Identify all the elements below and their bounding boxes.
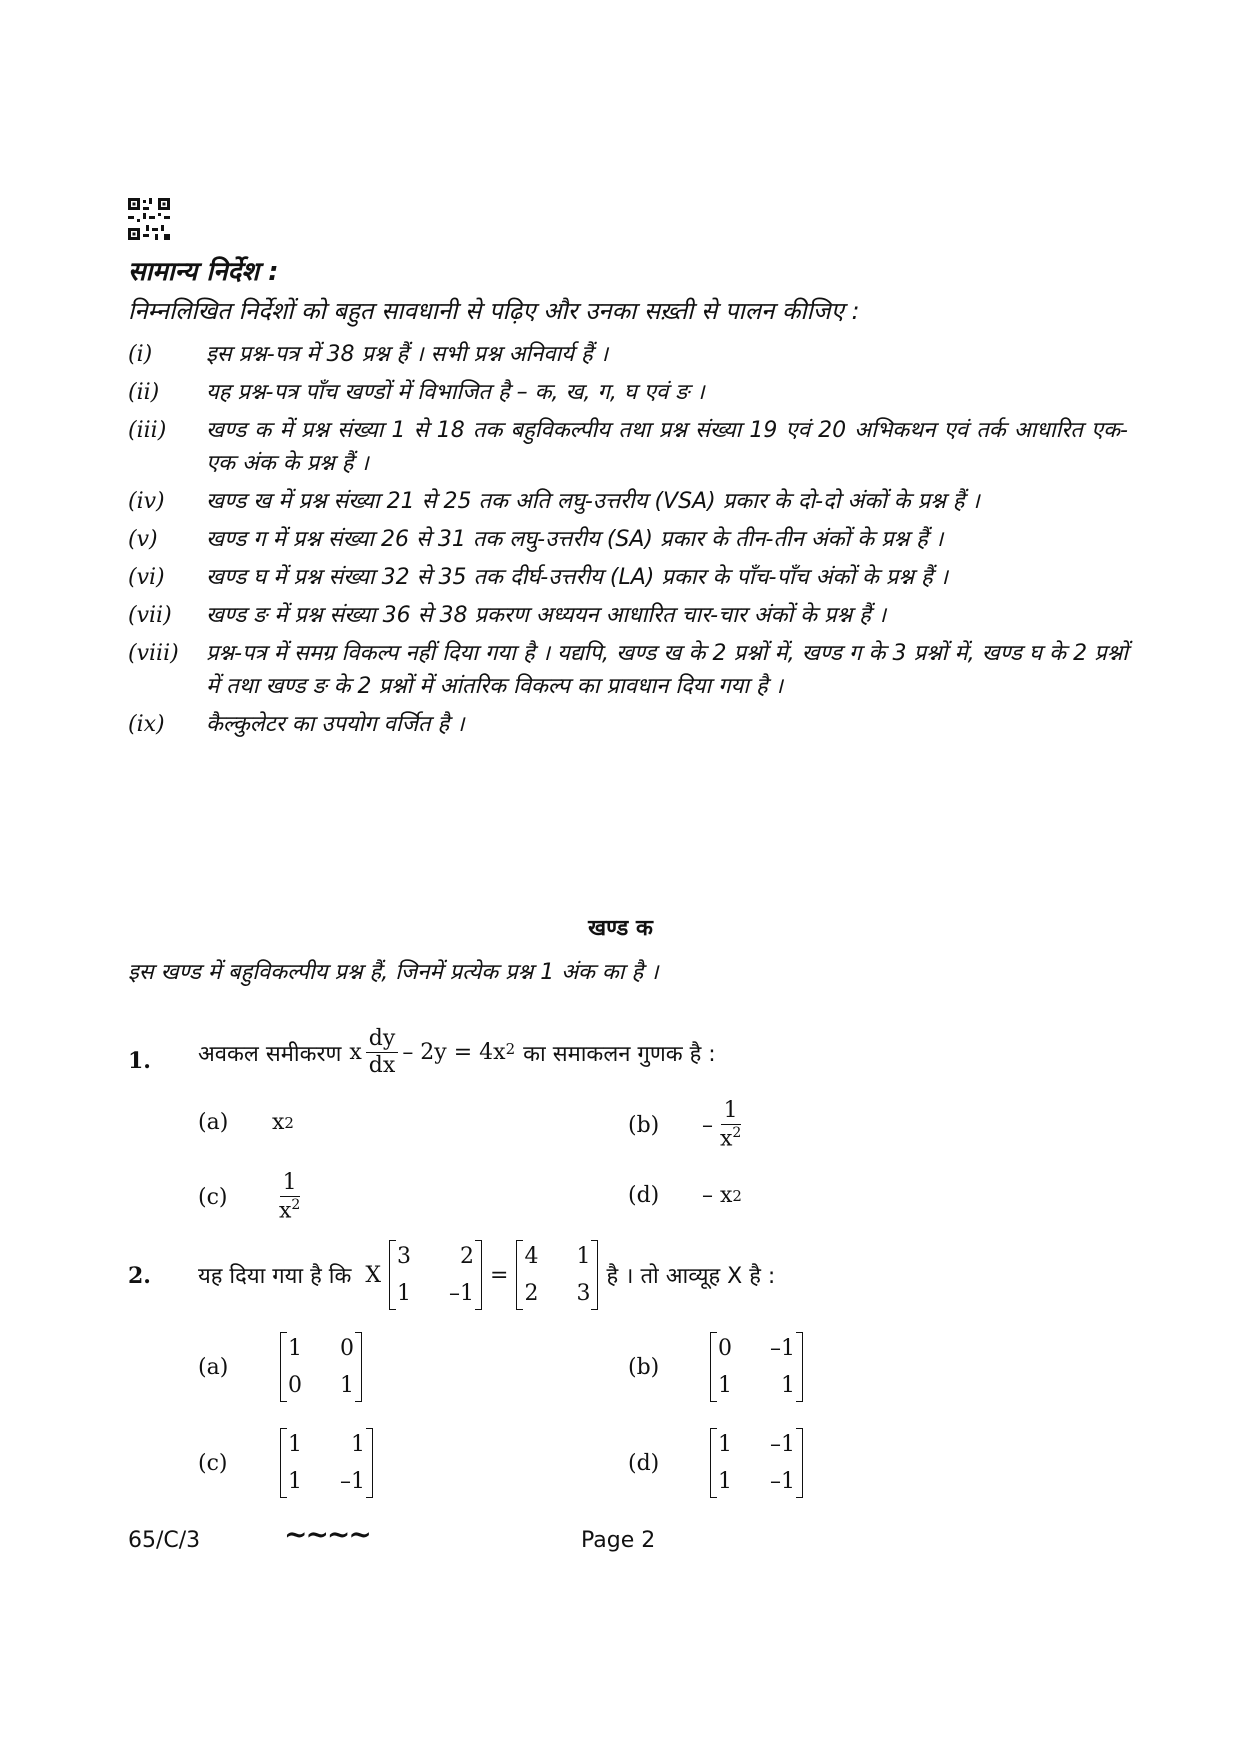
- matrix-cell: 3: [576, 1281, 591, 1306]
- list-item: [128, 708, 1128, 741]
- item-number: (iii): [128, 418, 167, 443]
- option-label: (b): [628, 1113, 660, 1139]
- q1-rest: – 2y = 4x: [402, 1040, 506, 1066]
- q1-sup: 2: [505, 1040, 516, 1058]
- matrix-cell: –1: [770, 1469, 795, 1494]
- matrix-cell: 1: [340, 1373, 354, 1398]
- item-number: (viii): [128, 641, 179, 666]
- page-number: Page 2: [581, 1528, 656, 1553]
- option-label: (b): [628, 1354, 660, 1380]
- matrix-cell: –1: [449, 1281, 475, 1306]
- matrix-cell: –1: [770, 1336, 795, 1361]
- item-number: (v): [128, 527, 158, 552]
- matrix-cell: –1: [340, 1469, 365, 1494]
- q1-option-b: [628, 1098, 748, 1153]
- option-label: (d): [628, 1183, 660, 1208]
- matrix-cell: 1: [288, 1469, 302, 1494]
- option-c-den-base: x: [279, 1198, 292, 1224]
- matrix-cell: 2: [524, 1281, 539, 1306]
- q1-option-c: [198, 1170, 307, 1225]
- wave-decoration: ~~~~: [284, 1518, 370, 1551]
- option-c-matrix: [280, 1428, 373, 1498]
- item-text: खण्ड क में प्रश्न संख्या 1 से 18 तक बहुविकल्पीय तथा प्रश्न संख्या 19 एवं 20 अभिकथन एवं तर्क आधारित एक-एक अंक के प्रश्न हैं ।: [206, 418, 1128, 476]
- matrix-cell: 1: [397, 1281, 412, 1306]
- q2-equals: =: [490, 1262, 509, 1288]
- option-c-num: 1: [280, 1170, 300, 1197]
- option-b-den-sup: 2: [732, 1125, 742, 1142]
- option-a-base: x: [272, 1110, 285, 1135]
- item-text: प्रश्न-पत्र में समग्र विकल्प नहीं दिया गया है । यद्यपि, खण्ड ख के 2 प्रश्नों में, खण्ड ग के 3 प्रश्नों में, खण्ड घ के 2 प्रश्नों में तथा खण्ड ङ के 2 प्रश्नों में आंतरिक विकल्प का प्रावधान दिया गया है ।: [206, 641, 1128, 699]
- q2-suffix: है । तो आव्यूह X है :: [606, 1264, 776, 1289]
- item-number: (vii): [128, 603, 172, 628]
- list-item: [128, 376, 1128, 409]
- matrix-cell: 1: [351, 1432, 365, 1457]
- option-c-den-sup: 2: [291, 1197, 301, 1214]
- q1-suffix: का समाकलन गुणक है :: [523, 1041, 716, 1067]
- matrix-cell: –1: [770, 1432, 795, 1457]
- option-b-den: [717, 1125, 744, 1153]
- list-item: [128, 561, 1128, 594]
- list-item: [128, 599, 1128, 632]
- general-instructions-heading: सामान्य निर्देश :: [128, 257, 279, 287]
- matrix-cell: 0: [288, 1373, 302, 1398]
- matrix-cell: 0: [718, 1336, 732, 1361]
- list-item: [128, 414, 1128, 480]
- section-title: खण्ड क: [588, 916, 653, 941]
- q1-derivative: [366, 1026, 399, 1080]
- item-text: खण्ड घ में प्रश्न संख्या 32 से 35 तक दीर्घ-उत्तरीय (LA) प्रकार के पाँच-पाँच अंकों के प्रश्न हैं ।: [206, 565, 948, 590]
- q1-option-d: [628, 1183, 742, 1208]
- option-b-den-base: x: [720, 1126, 733, 1152]
- matrix-cell: 1: [576, 1244, 591, 1269]
- option-a-matrix: [280, 1332, 362, 1402]
- matrix-cell: 1: [288, 1432, 302, 1457]
- item-text: इस प्रश्न-पत्र में 38 प्रश्न हैं । सभी प्रश्न अनिवार्य हैं ।: [206, 342, 609, 367]
- q2-matrix-right: [516, 1240, 598, 1310]
- option-b-matrix: [710, 1332, 803, 1402]
- matrix-cell: 2: [460, 1244, 475, 1269]
- instructions-intro: निम्नलिखित निर्देशों को बहुत सावधानी से पढ़िए और उनका सख़्ती से पालन कीजिए :: [128, 297, 860, 325]
- item-number: (vi): [128, 565, 165, 590]
- option-d-sup: 2: [732, 1186, 742, 1205]
- option-c-fraction: [276, 1170, 303, 1225]
- instructions-list: [128, 338, 1128, 746]
- question-2-number: 2.: [128, 1263, 151, 1289]
- option-label: (a): [198, 1354, 229, 1380]
- list-item: [128, 338, 1128, 371]
- option-b-sign: –: [702, 1113, 713, 1139]
- option-c-den: [276, 1197, 303, 1225]
- item-number: (i): [128, 342, 153, 367]
- q1-dx: dx: [368, 1053, 396, 1079]
- list-item: [128, 485, 1128, 518]
- q2-x: X: [365, 1262, 382, 1288]
- option-a-sup: 2: [284, 1113, 294, 1132]
- q1-dy: dy: [366, 1026, 399, 1053]
- option-b-fraction: [717, 1098, 744, 1153]
- item-number: (ii): [128, 380, 160, 405]
- item-number: (ix): [128, 712, 165, 737]
- matrix-cell: 4: [524, 1244, 539, 1269]
- q2-matrix-left: [389, 1240, 482, 1310]
- option-d-matrix: [710, 1428, 803, 1498]
- q1-prefix: अवकल समीकरण: [198, 1041, 342, 1067]
- question-1-text: [198, 1026, 716, 1080]
- matrix-cell: 0: [340, 1336, 354, 1361]
- q2-prefix: यह दिया गया है कि: [198, 1264, 352, 1289]
- option-label: (c): [198, 1450, 228, 1476]
- item-text: खण्ड ग में प्रश्न संख्या 26 से 31 तक लघु-उत्तरीय (SA) प्रकार के तीन-तीन अंकों के प्रश्न हैं ।: [206, 527, 944, 552]
- matrix-cell: 1: [718, 1373, 732, 1398]
- q2-option-b: [628, 1332, 811, 1402]
- item-number: (iv): [128, 489, 165, 514]
- matrix-cell: 1: [781, 1373, 795, 1398]
- q2-option-c: [198, 1428, 381, 1498]
- item-text: कैल्कुलेटर का उपयोग वर्जित है ।: [206, 712, 465, 737]
- question-2-text: [198, 1240, 775, 1310]
- matrix-cell: 1: [718, 1432, 732, 1457]
- matrix-cell: 3: [397, 1244, 412, 1269]
- option-label: (c): [198, 1185, 228, 1211]
- option-label: (a): [198, 1110, 229, 1135]
- item-text: यह प्रश्न-पत्र पाँच खण्डों में विभाजित है – क, ख, ग, घ एवं ङ ।: [206, 380, 705, 405]
- q1-option-a: [198, 1110, 294, 1135]
- qr-code-icon: [128, 198, 170, 240]
- option-d-text: – x: [702, 1183, 733, 1208]
- matrix-cell: 1: [718, 1469, 732, 1494]
- list-item: [128, 523, 1128, 556]
- section-note: इस खण्ड में बहुविकल्पीय प्रश्न हैं, जिनमें प्रत्येक प्रश्न 1 अंक का है ।: [128, 960, 659, 985]
- q2-option-d: [628, 1428, 811, 1498]
- q2-option-a: [198, 1332, 370, 1402]
- item-text: खण्ड ख में प्रश्न संख्या 21 से 25 तक अति लघु-उत्तरीय (VSA) प्रकार के दो-दो अंकों के प्रश्न हैं ।: [206, 489, 980, 514]
- matrix-cell: 1: [288, 1336, 302, 1361]
- option-b-num: 1: [721, 1098, 741, 1125]
- question-1-number: 1.: [128, 1048, 151, 1074]
- paper-code: 65/C/3: [128, 1528, 201, 1553]
- q1-x: x: [349, 1040, 362, 1066]
- item-text: खण्ड ङ में प्रश्न संख्या 36 से 38 प्रकरण अध्ययन आधारित चार-चार अंकों के प्रश्न हैं ।: [206, 603, 887, 628]
- list-item: [128, 637, 1128, 703]
- option-label: (d): [628, 1450, 660, 1476]
